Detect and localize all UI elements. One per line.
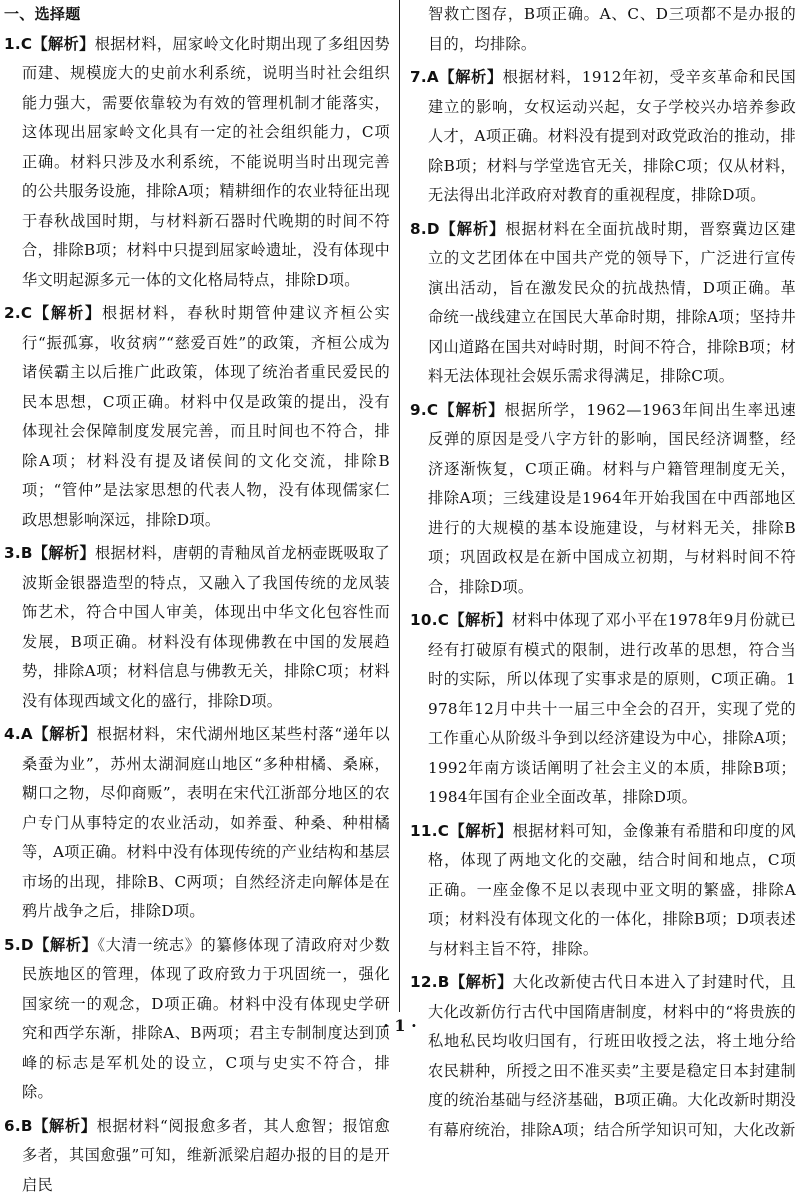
analysis-text: 根据材料，屈家岭文化时期出现了多组因势而建、规模庞大的史前水利系统，说明当时社会组织能力强大，需要依靠较为有效的管理机制才能落实，这体现出屈家岭文化具有一定的社会组织能力，C项正确。材料只涉及水利系统，不能说明当时出现完善的公共服务设施，排除A项；精耕细作的农业特征出现于春秋战国时期，与材料新石器时代晚期的时间不符合，排除B项；材料中只提到屈家岭遗址，没有体现中华文明起源多元一体的文化格局特点，排除D项。 bbox=[22, 34, 391, 289]
analysis-text: 根据材料可知，金像兼有希腊和印度的风格，体现了两地文化的交融，结合时间和地点，C项正确。一座金像不足以表现中亚文明的繁盛，排除A项；材料没有体现文化的一体化，排除B项；D项表述与材料主旨不符，排除。 bbox=[428, 821, 797, 958]
analysis-tag: 【解析】 bbox=[32, 304, 103, 322]
analysis-tag: 【解析】 bbox=[438, 400, 505, 419]
section-title: 一、选择题 bbox=[4, 5, 81, 23]
answer-item bbox=[4, 539, 390, 716]
question-number: 1.C bbox=[4, 34, 33, 53]
analysis-tag: 【解析】 bbox=[32, 34, 95, 53]
analysis-tag: 【解析】 bbox=[32, 544, 95, 562]
question-number: 4.A bbox=[4, 725, 33, 743]
analysis-text: 大化改新使古代日本进入了封建时代，且大化改新仿行古代中国隋唐制度，材料中的“将贵族的私地私民均收归国有，行班田收授之法，将土地分给农民耕种，所授之田不准买卖”主要是稳定日本封建制度的统治基础与经济基础，B项正确。大化改新时期没有幕府统治，排除A项；结合所学知识可知，大化改新 bbox=[428, 973, 796, 1139]
analysis-text: 根据材料，唐朝的青釉凤首龙柄壶既吸取了波斯金银器造型的特点，又融入了我国传统的龙凤装饰艺术，符合中国人审美，体现出中华文化包容性而发展，B项正确。材料没有体现佛教在中国的发展趋势，排除A项；材料信息与佛教无关，排除C项；材料没有体现西域文化的盛行，排除D项。 bbox=[22, 544, 391, 710]
analysis-tag: 【解析】 bbox=[439, 68, 503, 86]
analysis-text: 《大清一统志》的纂修体现了清政府对少数民族地区的管理，体现了政府致力于巩固统一，强化国家统一的观念，D项正确。材料中没有体现史学研究和西学东渐，排除A、B两项；君主专制制度达到顶峰的标志是军机处的设立，C项与史实不符合，排除。 bbox=[22, 935, 390, 1101]
analysis-tag: 【解析】 bbox=[439, 219, 506, 238]
answer-item bbox=[410, 396, 796, 603]
question-number: 2.C bbox=[4, 304, 33, 322]
answer-item bbox=[410, 63, 796, 211]
question-number: 9.C bbox=[410, 400, 439, 419]
analysis-tag: 【解析】 bbox=[449, 611, 512, 629]
analysis-text: 根据材料，1912年初，受辛亥革命和民国建立的影响，女权运动兴起，女子学校兴办培养参政人才，A项正确。材料没有提到对政党政治的推动，排除B项；材料与学堂选官无关，排除C项；仅从材料，无法得出北洋政府对教育的重视程度，排除D项。 bbox=[428, 68, 797, 204]
question-number: 6.B bbox=[4, 1116, 33, 1135]
analysis-tag: 【解析】 bbox=[33, 725, 97, 743]
analysis-tag: 【解析】 bbox=[33, 935, 98, 954]
question-number: 8.D bbox=[410, 219, 440, 238]
answer-item bbox=[4, 1112, 390, 1201]
question-number: 5.D bbox=[4, 935, 34, 954]
answer-item bbox=[410, 606, 796, 813]
right-items bbox=[410, 63, 796, 1145]
question-number: 7.A bbox=[410, 68, 439, 86]
question-number: 10.C bbox=[410, 611, 450, 629]
page-number: · 1 · bbox=[383, 1016, 417, 1035]
question-number: 11.C bbox=[410, 821, 450, 840]
right-column bbox=[410, 0, 796, 1149]
answer-item bbox=[410, 968, 796, 1145]
question-number: 3.B bbox=[4, 544, 33, 562]
answer-item bbox=[410, 817, 796, 965]
analysis-text: 根据所学，1962—1963年间出生率迅速反弹的原因是受八字方针的影响，国民经济调整，经济逐渐恢复，C项正确。材料与户籍管理制度无关，排除A项；三线建设是1964年开始我国在中西部地区进行的大规模的基本设施建设，与材料无关，排除B项；巩固政权是在新中国成立初期，与材料时间不符合，排除D项。 bbox=[428, 400, 796, 596]
analysis-text: 根据材料，宋代湖州地区某些村落“递年以桑蚕为业”，苏州太湖洞庭山地区“多种柑橘、桑麻，糊口之物，尽仰商贩”，表明在宋代江浙部分地区的农户专门从事特定的农业活动，如养蚕、种桑、种柑橘等，A项正确。材料中没有体现传统的产业结构和基层市场的出现，排除B、C两项；自然经济走向解体是在鸦片战争之后，排除D项。 bbox=[22, 725, 390, 920]
analysis-text: 根据材料，春秋时期管仲建议齐桓公实行“振孤寡，收贫病”“慈爱百姓”的政策，齐桓公成为诸侯霸主以后推广此政策，体现了统治者重民爱民的民本思想，C项正确。材料中仅是政策的提出，没有体现社会保障制度发展完善，而且时间也不符合，排除A项；材料没有提及诸侯间的文化交流，排除B项；“管仲”是法家思想的代表人物，没有体现儒家仁政思想影响深远，排除D项。 bbox=[22, 304, 390, 529]
answer-item bbox=[4, 30, 390, 296]
continuation-text: 智救亡图存，B项正确。A、C、D三项都不是办报的目的，均排除。 bbox=[428, 5, 796, 53]
analysis-text: 根据材料在全面抗战时期，晋察冀边区建立的文艺团体在中国共产党的领导下，广泛进行宣传演出活动，旨在激发民众的抗战热情，D项正确。革命统一战线建立在国民大革命时期，排除A项；坚持井冈山道路在国共对峙时期，时间不符合，排除B项；材料无法体现社会娱乐需求得满足，排除C项。 bbox=[428, 219, 797, 385]
analysis-text: 根据材料“阅报愈多者，其人愈智；报馆愈多者，其国愈强”可知，维新派梁启超办报的目的是开启民 bbox=[22, 1116, 391, 1194]
analysis-tag: 【解析】 bbox=[449, 821, 513, 840]
analysis-tag: 【解析】 bbox=[32, 1116, 97, 1135]
answer-item bbox=[4, 720, 390, 927]
answer-item bbox=[4, 299, 390, 535]
question-number: 12.B bbox=[410, 973, 450, 991]
analysis-text: 材料中体现了邓小平在1978年9月份就已经有打破原有模式的限制，进行改革的思想，符合当时的实际，所以体现了实事求是的原则，C项正确。1978年12月中共十一届三中全会的召开，实现了党的工作重心从阶级斗争到以经济建设为中心，排除A项；1992年南方谈话阐明了社会主义的本质，排除B项；1984年国有企业全面改革，排除D项。 bbox=[428, 611, 796, 806]
column-divider bbox=[399, 0, 400, 1012]
answer-item bbox=[410, 215, 796, 392]
analysis-tag: 【解析】 bbox=[449, 973, 513, 991]
